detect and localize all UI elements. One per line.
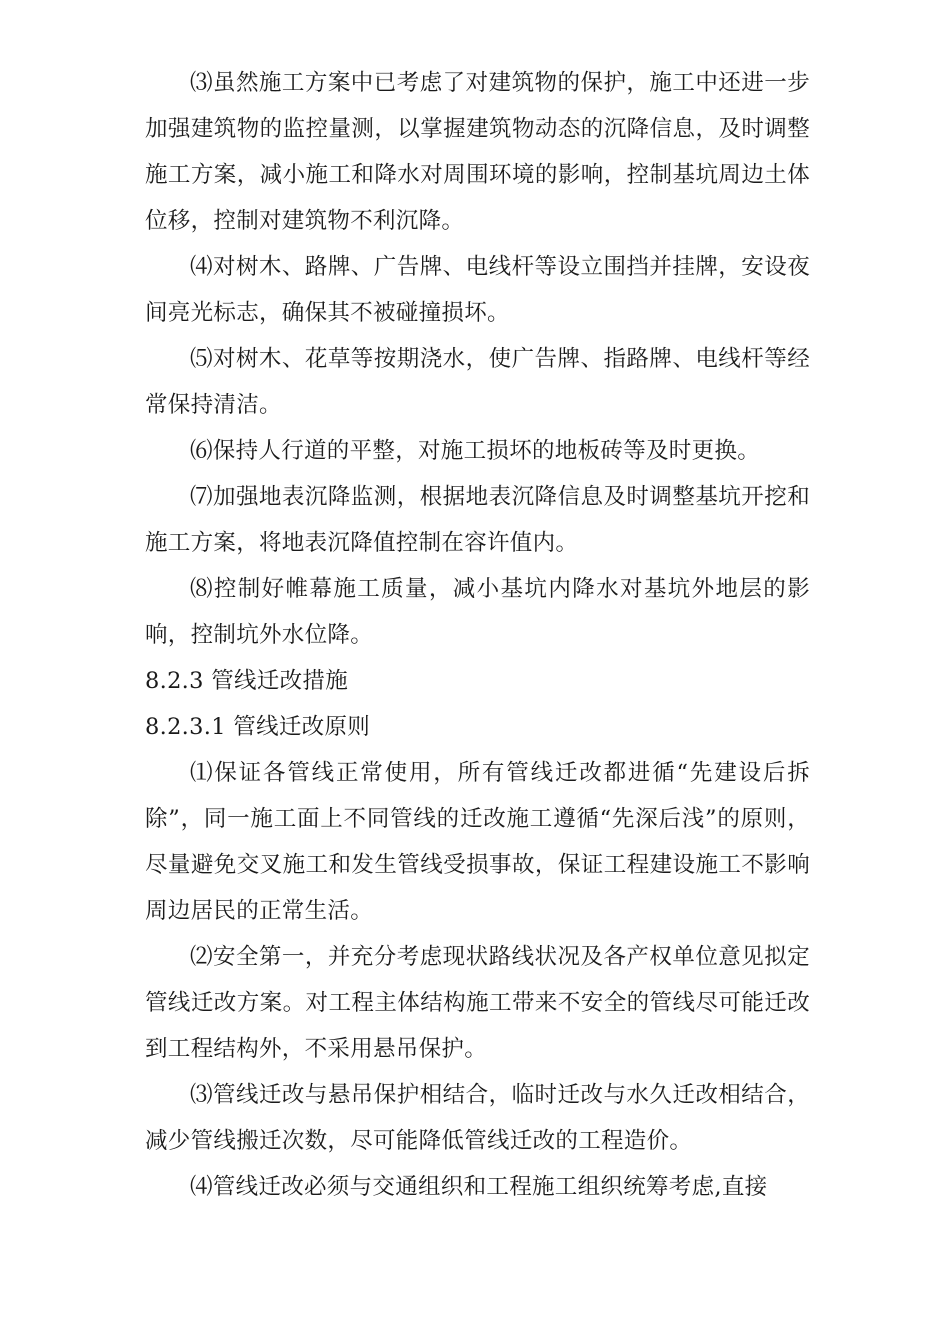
paragraph-item-6-sidewalk: ⑹保持人行道的平整，对施工损坏的地板砖等及时更换。 — [190, 438, 761, 464]
paragraph-principle-3: ⑶管线迁改与悬吊保护相结合，临时迁改与水久迁改相结合，减少管线搬迁次数，尽可能降低管线迁改的工程造价。 — [145, 1082, 810, 1154]
paragraph-item-8-curtain: ⑻控制好帷幕施工质量，减小基坑内降水对基坑外地层的影响，控制坑外水位降。 — [145, 576, 810, 648]
paragraph-item-3-protection: ⑶虽然施工方案中已考虑了对建筑物的保护，施工中还进一步加强建筑物的监控量测，以掌握建筑物动态的沉降信息，及时调整施工方案，减小施工和降水对周围环境的影响，控制基坑周边土体位移，控制对建筑物不利沉降。 — [145, 70, 810, 234]
section-heading-8-2-3-1: 8.2.3.1 管线迁改原则 — [145, 714, 371, 740]
paragraph-item-5-watering: ⑸对树木、花草等按期浇水，使广告牌、指路牌、电线杆等经常保持清洁。 — [145, 346, 810, 418]
paragraph-item-4-barriers: ⑷对树木、路牌、广告牌、电线杆等设立围挡并挂牌，安设夜间亮光标志，确保其不被碰撞损坏。 — [145, 254, 810, 326]
section-heading-8-2-3: 8.2.3 管线迁改措施 — [145, 668, 349, 694]
paragraph-principle-1: ⑴保证各管线正常使用，所有管线迁改都进循“先建设后拆除”，同一施工面上不同管线的迁改施工遵循“先深后浅”的原则，尽量避免交叉施工和发生管线受损事故，保证工程建设施工不影响周边居民的正常生活。 — [145, 760, 810, 924]
paragraph-principle-2: ⑵安全第一，并充分考虑现状路线状况及各产权单位意见拟定管线迁改方案。对工程主体结构施工带来不安全的管线尽可能迁改到工程结构外，不采用悬吊保护。 — [145, 944, 810, 1062]
paragraph-principle-4: ⑷管线迁改必须与交通组织和工程施工组织统筹考虑,直接 — [190, 1174, 768, 1200]
paragraph-item-7-settlement: ⑺加强地表沉降监测，根据地表沉降信息及时调整基坑开挖和施工方案，将地表沉降值控制在容许值内。 — [145, 484, 810, 556]
document-page — [145, 60, 810, 1210]
